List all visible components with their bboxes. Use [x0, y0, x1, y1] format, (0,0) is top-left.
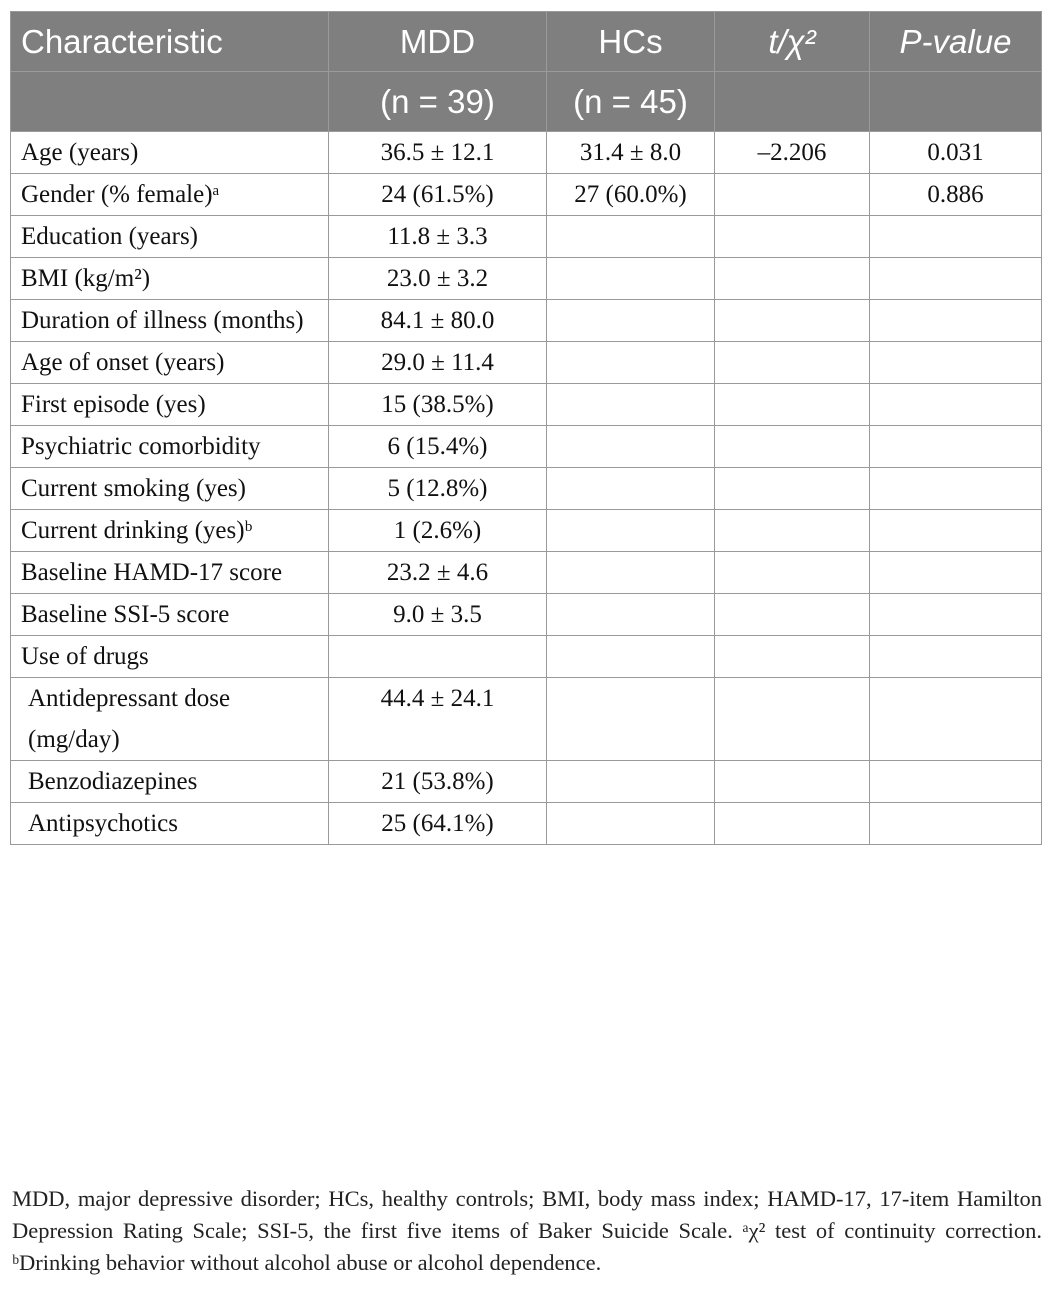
row-label: Psychiatric comorbidity	[11, 426, 329, 468]
mdd-value: 24 (61.5%)	[329, 174, 547, 216]
table-row	[11, 132, 1042, 174]
table-row	[11, 636, 1042, 678]
mdd-value: 29.0 ± 11.4	[329, 342, 547, 384]
mdd-value: 1 (2.6%)	[329, 510, 547, 552]
statistic-value	[715, 384, 870, 426]
table-row	[11, 216, 1042, 258]
p-value	[870, 552, 1042, 594]
hcs-value	[547, 258, 715, 300]
statistic-value	[715, 678, 870, 761]
header-characteristic: Characteristic	[11, 12, 329, 72]
header-statistic: t/χ²	[715, 12, 870, 72]
statistic-value	[715, 426, 870, 468]
mdd-value: 84.1 ± 80.0	[329, 300, 547, 342]
header-p-value: P-value	[870, 12, 1042, 72]
p-value	[870, 300, 1042, 342]
mdd-value: 25 (64.1%)	[329, 803, 547, 845]
table-row	[11, 510, 1042, 552]
hcs-value	[547, 594, 715, 636]
mdd-value: 11.8 ± 3.3	[329, 216, 547, 258]
statistic-value	[715, 300, 870, 342]
mdd-value: 5 (12.8%)	[329, 468, 547, 510]
p-value	[870, 761, 1042, 803]
statistic-value	[715, 510, 870, 552]
mdd-value: 9.0 ± 3.5	[329, 594, 547, 636]
statistic-value	[715, 174, 870, 216]
hcs-value: 27 (60.0%)	[547, 174, 715, 216]
table-row	[11, 552, 1042, 594]
table-row	[11, 761, 1042, 803]
row-label: BMI (kg/m²)	[11, 258, 329, 300]
header-mdd: MDD	[329, 12, 547, 72]
row-label: Current drinking (yes)ᵇ	[11, 510, 329, 552]
hcs-value	[547, 300, 715, 342]
subheader-p-value	[870, 72, 1042, 132]
statistic-value	[715, 216, 870, 258]
statistic-value	[715, 258, 870, 300]
p-value	[870, 384, 1042, 426]
p-value	[870, 216, 1042, 258]
row-label: First episode (yes)	[11, 384, 329, 426]
hcs-value	[547, 761, 715, 803]
table-row	[11, 594, 1042, 636]
statistic-value	[715, 594, 870, 636]
row-label: Gender (% female)ᵃ	[11, 174, 329, 216]
hcs-value	[547, 678, 715, 761]
row-label: Baseline HAMD-17 score	[11, 552, 329, 594]
mdd-value: 21 (53.8%)	[329, 761, 547, 803]
mdd-value: 15 (38.5%)	[329, 384, 547, 426]
subheader-hcs-n: (n = 45)	[547, 72, 715, 132]
table-row	[11, 174, 1042, 216]
row-label: Antipsychotics	[11, 803, 329, 845]
table-row	[11, 342, 1042, 384]
hcs-value	[547, 426, 715, 468]
table-row	[11, 678, 1042, 761]
row-label: Antidepressant dose (mg/day)	[11, 678, 329, 761]
mdd-value: 36.5 ± 12.1	[329, 132, 547, 174]
table-container	[10, 11, 1041, 845]
subheader-mdd-n: (n = 39)	[329, 72, 547, 132]
row-label: Education (years)	[11, 216, 329, 258]
characteristics-table	[10, 11, 1042, 845]
subheader-characteristic	[11, 72, 329, 132]
p-value	[870, 258, 1042, 300]
header-hcs: HCs	[547, 12, 715, 72]
p-value	[870, 636, 1042, 678]
mdd-value	[329, 636, 547, 678]
p-value	[870, 342, 1042, 384]
header-row	[11, 12, 1042, 72]
p-value	[870, 468, 1042, 510]
statistic-value	[715, 342, 870, 384]
row-label: Use of drugs	[11, 636, 329, 678]
row-label: Baseline SSI-5 score	[11, 594, 329, 636]
table-row	[11, 258, 1042, 300]
row-label: Duration of illness (months)	[11, 300, 329, 342]
row-label: Current smoking (yes)	[11, 468, 329, 510]
table-row	[11, 300, 1042, 342]
hcs-value	[547, 510, 715, 552]
table-row	[11, 426, 1042, 468]
statistic-value: –2.206	[715, 132, 870, 174]
p-value	[870, 803, 1042, 845]
row-label: Age of onset (years)	[11, 342, 329, 384]
p-value: 0.886	[870, 174, 1042, 216]
hcs-value	[547, 636, 715, 678]
hcs-value: 31.4 ± 8.0	[547, 132, 715, 174]
p-value	[870, 678, 1042, 761]
hcs-value	[547, 468, 715, 510]
row-label: Benzodiazepines	[11, 761, 329, 803]
hcs-value	[547, 216, 715, 258]
statistic-value	[715, 552, 870, 594]
p-value: 0.031	[870, 132, 1042, 174]
statistic-value	[715, 636, 870, 678]
mdd-value: 44.4 ± 24.1	[329, 678, 547, 761]
table-footnote: MDD, major depressive disorder; HCs, healthy controls; BMI, body mass index; HAMD-17, 17-item Hamilton Depression Rating Scale; SSI-5, the first five items of Baker Suicide Scale. ᵃχ² test of continuity correction. ᵇDrinking behavior without alcohol abuse or alcohol dependence.	[12, 1186, 1042, 1275]
subheader-statistic	[715, 72, 870, 132]
table-row	[11, 468, 1042, 510]
p-value	[870, 594, 1042, 636]
hcs-value	[547, 552, 715, 594]
p-value	[870, 426, 1042, 468]
hcs-value	[547, 342, 715, 384]
hcs-value	[547, 384, 715, 426]
hcs-value	[547, 803, 715, 845]
statistic-value	[715, 761, 870, 803]
mdd-value: 23.2 ± 4.6	[329, 552, 547, 594]
statistic-value	[715, 468, 870, 510]
p-value	[870, 510, 1042, 552]
mdd-value: 23.0 ± 3.2	[329, 258, 547, 300]
subheader-row	[11, 72, 1042, 132]
row-label: Age (years)	[11, 132, 329, 174]
table-row	[11, 384, 1042, 426]
statistic-value	[715, 803, 870, 845]
mdd-value: 6 (15.4%)	[329, 426, 547, 468]
table-row	[11, 803, 1042, 845]
